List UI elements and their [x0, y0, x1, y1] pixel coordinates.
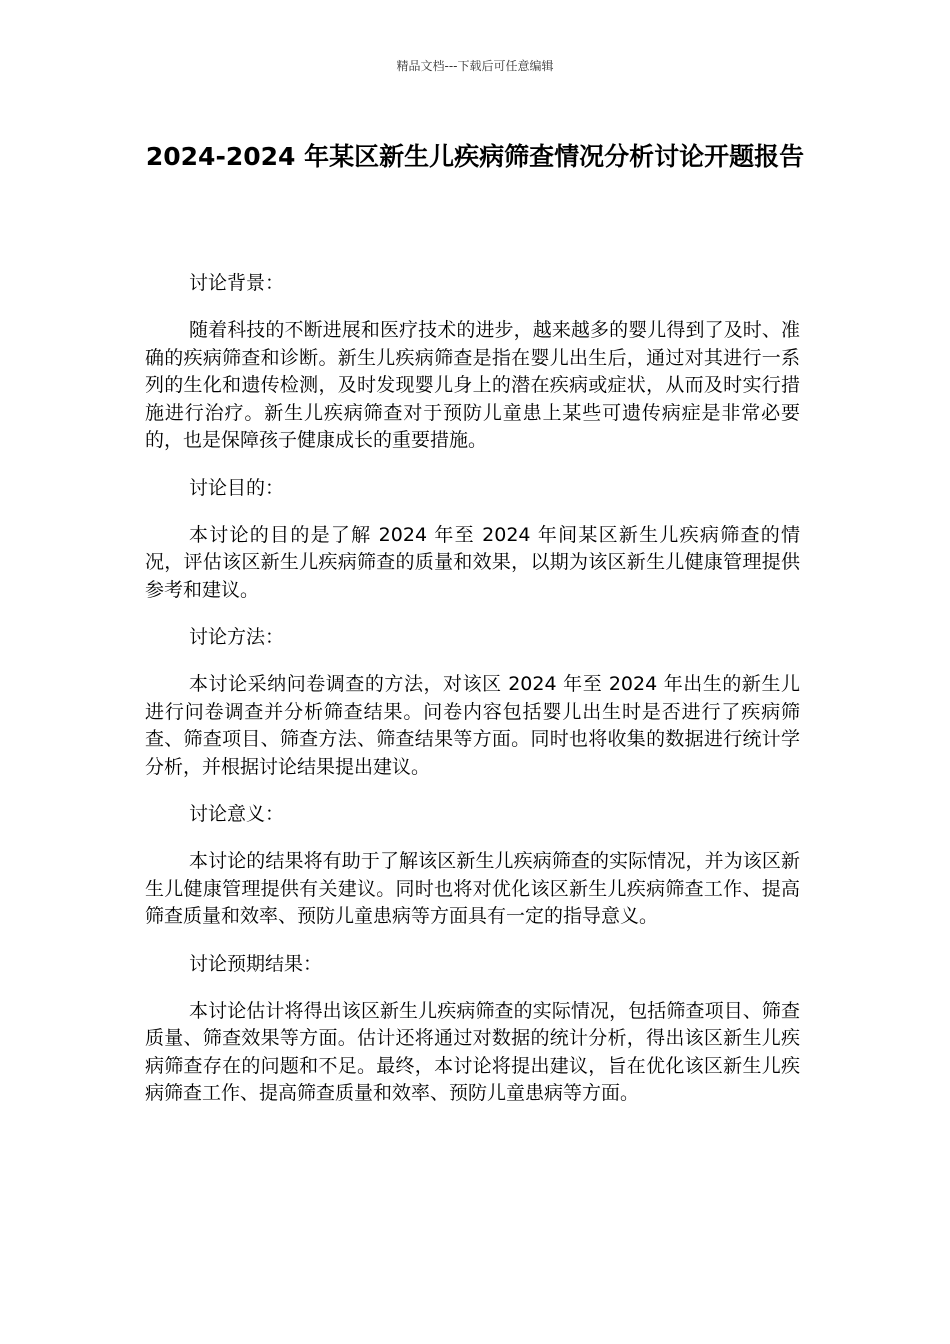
section-heading-significance: 讨论意义： [189, 803, 285, 825]
section-body-purpose: 本讨论的目的是了解 2024 年至 2024 年间某区新生儿疾病筛查的情况，评估该区新生儿疾病筛查的质量和效果，以期为该区新生儿健康管理提供参考和建议。 [145, 523, 800, 601]
document-body [145, 270, 800, 1128]
section-heading-method: 讨论方法： [189, 626, 285, 648]
section-heading-background: 讨论背景： [189, 272, 285, 294]
document-title: 2024-2024 年某区新生儿疾病筛查情况分析讨论开题报告 [145, 142, 805, 171]
section-body-expected-results: 本讨论估计将得出该区新生儿疾病筛查的实际情况，包括筛查项目、筛查质量、筛查效果等方面。估计还将通过对数据的统计分析，得出该区新生儿疾病筛查存在的问题和不足。最终，本讨论将提出建议，旨在优化该区新生儿疾病筛查工作、提高筛查质量和效率、预防儿童患病等方面。 [145, 999, 800, 1104]
section-heading-expected-results: 讨论预期结果： [189, 952, 323, 975]
section-body-method: 本讨论采纳问卷调查的方法，对该区 2024 年至 2024 年出生的新生儿进行问卷调查并分析筛查结果。问卷内容包括婴儿出生时是否进行了疾病筛查、筛查项目、筛查方法、筛查结果等方面。同时也将收集的数据进行统计学分析，并根据讨论结果提出建议。 [145, 673, 800, 778]
header-note: 精品文档---下载后可任意编辑 [396, 59, 554, 73]
section-body-significance: 本讨论的结果将有助于了解该区新生儿疾病筛查的实际情况，并为该区新生儿健康管理提供有关建议。同时也将对优化该区新生儿疾病筛查工作、提高筛查质量和效率、预防儿童患病等方面具有一定的指导意义。 [145, 850, 800, 927]
section-heading-purpose: 讨论目的： [189, 476, 285, 499]
section-body-background: 随着科技的不断进展和医疗技术的进步，越来越多的婴儿得到了及时、准确的疾病筛查和诊断。新生儿疾病筛查是指在婴儿出生后，通过对其进行一系列的生化和遗传检测，及时发现婴儿身上的潜在疾病或症状，从而及时实行措施进行治疗。新生儿疾病筛查对于预防儿童患上某些可遗传病症是非常必要的，也是保障孩子健康成长的重要措施。 [145, 319, 800, 451]
